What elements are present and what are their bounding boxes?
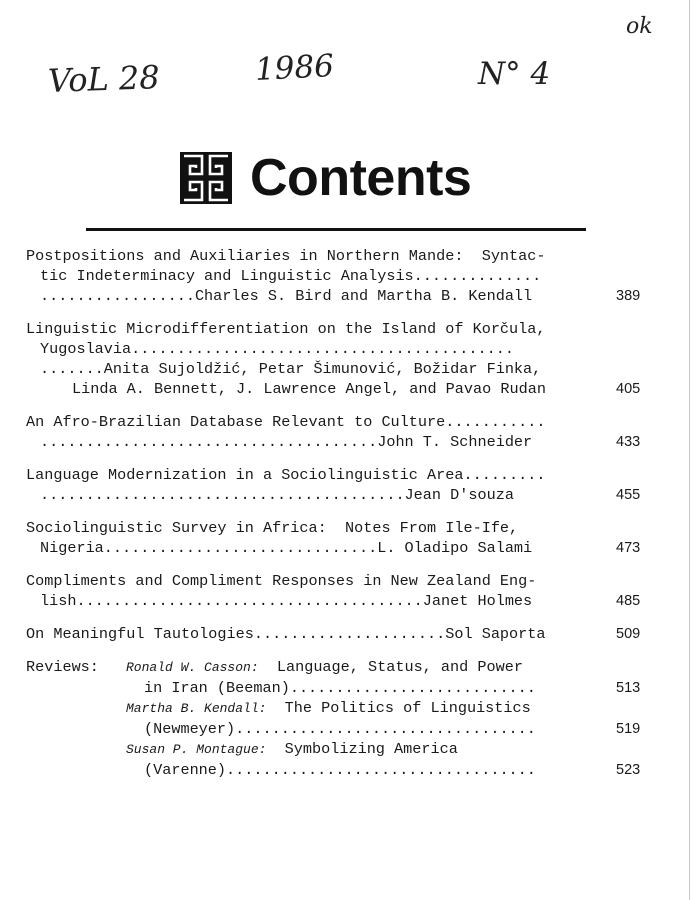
fretwork-logo-icon <box>180 152 232 204</box>
page-number: 513 <box>616 680 641 696</box>
entry-line: Yugoslavia.......................................... <box>40 340 514 358</box>
review-author: Susan P. Montague: <box>126 742 267 757</box>
page-number: 433 <box>616 434 641 450</box>
review-continuation: in Iran (Beeman)........................... <box>144 679 536 697</box>
page-number: 485 <box>616 593 641 609</box>
toc-entry <box>26 571 666 611</box>
page-number: 523 <box>616 762 641 778</box>
review-item <box>126 739 666 780</box>
page-edge-line <box>689 0 690 900</box>
entry-line: tic Indeterminacy and Linguistic Analysis.............. <box>40 267 542 285</box>
entry-line: Linda A. Bennett, J. Lawrence Angel, and Pavao Rudan <box>72 380 546 398</box>
toc-entry <box>26 246 666 306</box>
page-number: 405 <box>616 381 641 397</box>
toc-entry <box>26 624 666 644</box>
review-item <box>126 657 666 698</box>
handwritten-corner-note: ok <box>626 14 653 39</box>
review-title: The Politics of Linguistics <box>284 699 531 717</box>
entry-line: Sociolinguistic Survey in Africa: Notes From Ile-Ife, <box>26 519 519 537</box>
entry-line: Postpositions and Auxiliaries in Northern Mande: Syntac- <box>26 247 546 265</box>
toc-entry <box>26 319 666 399</box>
page-number: 473 <box>616 540 641 556</box>
entry-line: An Afro-Brazilian Database Relevant to Culture........... <box>26 413 546 431</box>
entry-line: Nigeria..............................L. Oladipo Salami <box>40 539 533 557</box>
review-line <box>126 698 588 719</box>
review-author: Ronald W. Casson: <box>126 660 259 675</box>
review-continuation: (Varenne).................................. <box>144 761 536 779</box>
entry-line: Compliments and Compliment Responses in New Zealand Eng- <box>26 572 537 590</box>
contents-header <box>180 148 471 208</box>
heading-rule <box>86 228 586 231</box>
reviews-label: Reviews: <box>26 658 99 676</box>
page-number: 455 <box>616 487 641 503</box>
toc-entry <box>26 465 666 505</box>
toc-entry <box>26 518 666 558</box>
reviews-section <box>26 657 666 780</box>
review-item <box>126 698 666 739</box>
review-title: Symbolizing America <box>284 740 458 758</box>
entry-line: .................Charles S. Bird and Martha B. Kendall <box>40 287 533 305</box>
entry-line: ........................................Jean D'souza <box>40 486 514 504</box>
handwritten-year: 1986 <box>254 47 335 89</box>
review-line <box>126 657 588 678</box>
page-number: 519 <box>616 721 641 737</box>
page-title: Contents <box>250 149 472 207</box>
page-number: 509 <box>616 626 641 642</box>
review-continuation: (Newmeyer)................................. <box>144 720 536 738</box>
entry-line: lish......................................Janet Holmes <box>40 592 533 610</box>
entry-line: On Meaningful Tautologies.....................Sol Saporta <box>26 625 546 643</box>
table-of-contents <box>26 246 666 780</box>
review-title: Language, Status, and Power <box>276 658 523 676</box>
entry-line: .......Anita Sujoldžić, Petar Šimunović, Božidar Finka, <box>40 360 542 378</box>
entry-line: Language Modernization in a Sociolinguistic Area......... <box>26 466 546 484</box>
handwritten-issue-number: N° 4 <box>478 56 551 92</box>
entry-line: .....................................John T. Schneider <box>40 433 533 451</box>
handwritten-volume: VoL 28 <box>47 58 161 100</box>
toc-entry <box>26 412 666 452</box>
page-number: 389 <box>616 288 641 304</box>
review-author: Martha B. Kendall: <box>126 701 267 716</box>
entry-line: Linguistic Microdifferentiation on the Island of Korčula, <box>26 320 546 338</box>
review-line <box>126 739 588 760</box>
